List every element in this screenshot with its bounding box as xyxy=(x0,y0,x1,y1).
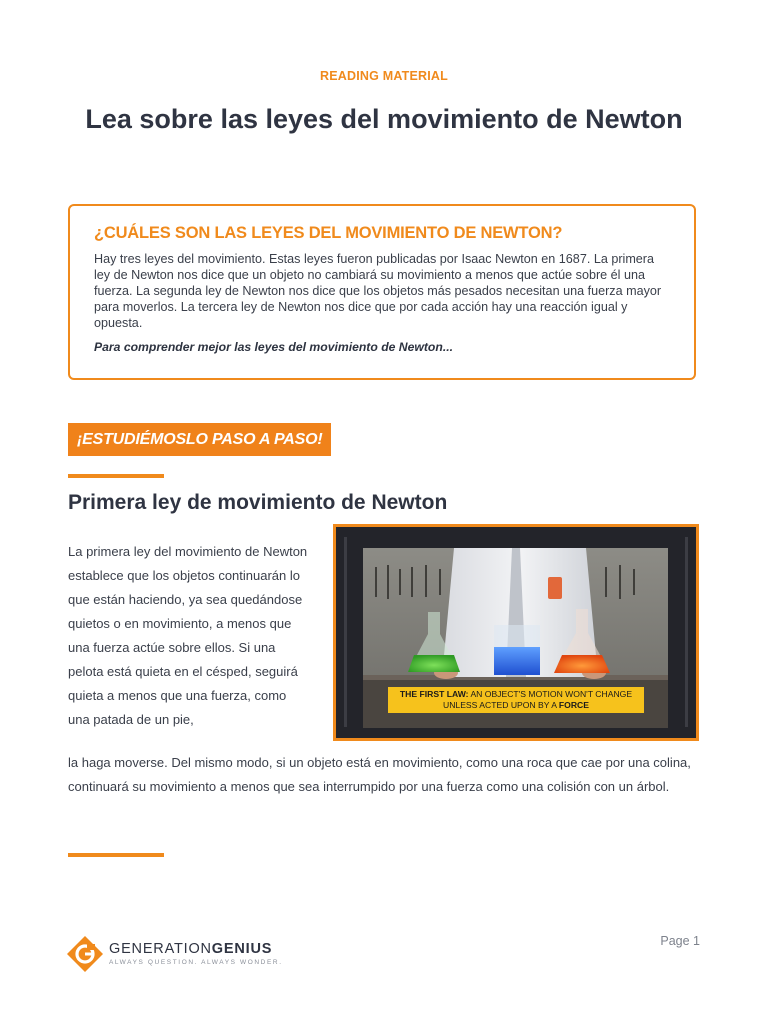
step-by-step-banner: ¡ESTUDIÉMOSLO PASO A PASO! xyxy=(68,423,331,456)
reading-material-label: READING MATERIAL xyxy=(320,69,448,83)
caption-keyword: FORCE xyxy=(558,700,589,710)
caption-line-1 xyxy=(388,689,644,700)
caption-label: THE FIRST LAW: xyxy=(399,689,469,699)
intro-box-lead: Para comprender mejor las leyes del movimiento de Newton... xyxy=(94,340,453,354)
page-title: Lea sobre las leyes del movimiento de Newton xyxy=(85,104,683,134)
caption-line-2 xyxy=(388,700,644,711)
section-title-first-law: Primera ley de movimiento de Newton xyxy=(68,491,448,514)
divider-bottom xyxy=(68,853,164,857)
first-law-video-still[interactable] xyxy=(333,524,699,741)
brand-name-bold: GENIUS xyxy=(211,941,273,957)
page-number: Page 1 xyxy=(660,934,700,948)
divider-top xyxy=(68,474,164,478)
caption-line2-text: UNLESS ACTED UPON BY A xyxy=(443,700,557,710)
generation-genius-logo xyxy=(66,934,306,974)
brand-name xyxy=(109,941,272,957)
brand-name-light: GENERATION xyxy=(109,941,212,957)
first-law-text-continued: la haga moverse. Del mismo modo, si un objeto está en movimiento, como una roca que cae por una colina, continuará su movimiento a menos que sea interrumpido por una fuerza como una colisión con un árbol. xyxy=(68,755,691,794)
video-caption-bar xyxy=(388,687,644,713)
intro-box-body: Hay tres leyes del movimiento. Estas leyes fueron publicadas por Isaac Newton en 1687. La primera ley de Newton nos dice que un objeto no cambiará su movimiento a menos que actúe sobre él una fuerza. La segunda ley de Newton nos dice que los objetos más pesados necesitan una fuerza mayor para moverlos. La tercera ley de Newton nos dice que por cada acción hay una reacción igual y opuesta. xyxy=(94,252,662,330)
intro-box-heading: ¿CUÁLES SON LAS LEYES DEL MOVIMIENTO DE NEWTON? xyxy=(94,224,563,242)
generation-genius-logo-icon xyxy=(66,935,104,973)
caption-line1-text: AN OBJECT'S MOTION WON'T CHANGE xyxy=(470,689,633,699)
intro-box xyxy=(68,204,696,380)
first-law-text-wrapped: La primera ley del movimiento de Newton establece que los objetos continuarán lo que están haciendo, ya sea quedándose quietos o en movimiento, a menos que una fuerza actúe sobre ellos. Si una pelota está quieta en el césped, seguirá quieta a menos que una fuerza, como una patada de un pie, xyxy=(68,544,308,727)
brand-tagline: ALWAYS QUESTION. ALWAYS WONDER. xyxy=(109,959,283,966)
